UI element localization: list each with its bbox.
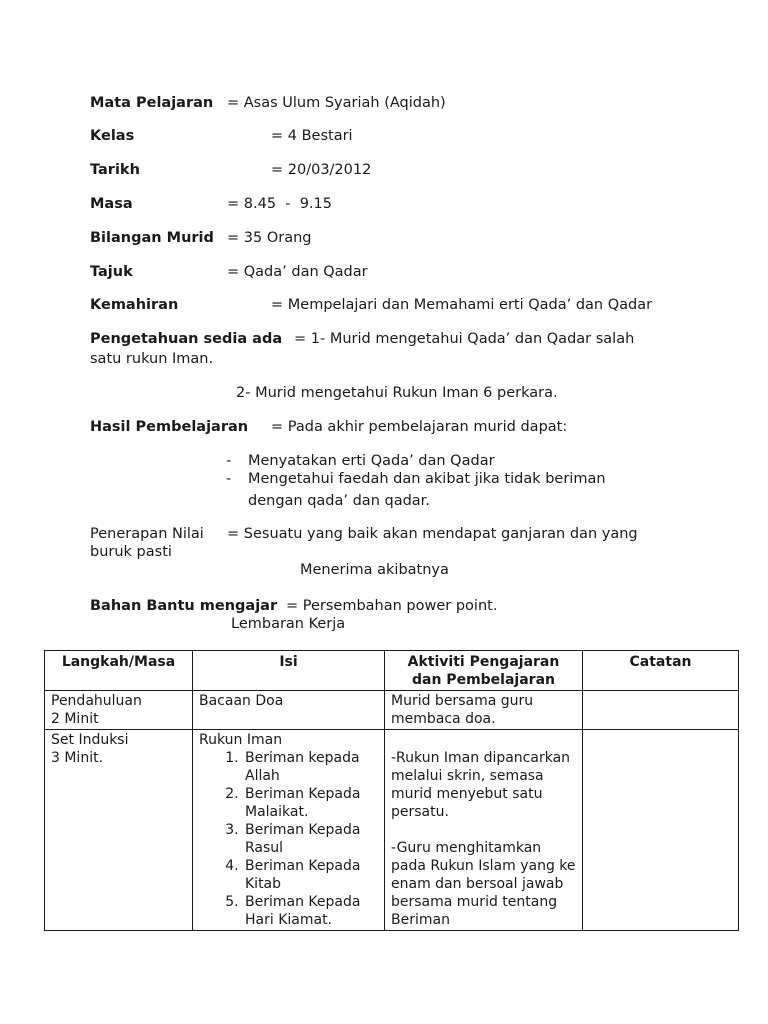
aktiviti-paragraph-1: -Rukun Iman dipancarkan melalui skrin, semasa murid menyebut satu persatu. xyxy=(391,750,571,820)
value-pengetahuan-line1: = 1- Murid mengetahui Qada’ dan Qadar salah xyxy=(294,331,635,347)
label-bilangan-murid: Bilangan Murid xyxy=(90,230,214,246)
table-row xyxy=(45,691,739,730)
aktiviti-paragraph-2: -Guru menghitamkan pada Rukun Islam yang ke enam dan bersoal jawab bersama murid tentang Beriman xyxy=(391,840,576,928)
cell-catatan xyxy=(583,691,739,730)
label-kemahiran: Kemahiran xyxy=(90,297,179,313)
table-header-row xyxy=(45,651,739,691)
bullet-dash-2: - xyxy=(226,471,232,487)
langkah-line2: 3 Minit. xyxy=(51,750,104,766)
value-penerapan-line2: Menerima akibatnya xyxy=(300,562,449,578)
value-pengetahuan-line3: 2- Murid mengetahui Rukun Iman 6 perkara. xyxy=(236,385,558,401)
cell-aktiviti xyxy=(385,730,583,931)
label-kelas: Kelas xyxy=(90,128,135,144)
langkah-line1: Set Induksi xyxy=(51,732,129,748)
value-bilangan-murid: = 35 Orang xyxy=(227,230,312,246)
value-bahan-bantu-line2: Lembaran Kerja xyxy=(231,616,346,632)
langkah-line1: Pendahuluan xyxy=(51,693,142,709)
spacer xyxy=(391,821,576,839)
list-item: 4. Beriman Kepada Kitab xyxy=(243,857,378,893)
cell-langkah xyxy=(45,730,193,931)
value-tajuk: = Qada’ dan Qadar xyxy=(227,264,368,280)
spacer xyxy=(391,731,576,749)
cell-isi xyxy=(193,730,385,931)
label-masa: Masa xyxy=(90,196,133,212)
value-kelas: = 4 Bestari xyxy=(271,128,353,144)
cell-isi: Bacaan Doa xyxy=(193,691,385,730)
cell-langkah xyxy=(45,691,193,730)
isi-title: Rukun Iman xyxy=(199,732,283,748)
label-bahan-bantu: Bahan Bantu mengajar xyxy=(90,598,278,614)
header-langkah-masa: Langkah/Masa xyxy=(45,651,193,691)
hasil-bullet-2-line1: Mengetahui faedah dan akibat jika tidak beriman xyxy=(248,471,606,487)
label-penerapan-line1: Penerapan Nilai xyxy=(90,526,204,542)
value-tarikh: = 20/03/2012 xyxy=(271,162,372,178)
list-item: 2. Beriman Kepada Malaikat. xyxy=(243,785,378,821)
hasil-bullet-2-line2: dengan qada’ dan qadar. xyxy=(248,493,430,509)
hasil-bullet-1: Menyatakan erti Qada’ dan Qadar xyxy=(248,453,495,469)
value-hasil-pembelajaran: = Pada akhir pembelajaran murid dapat: xyxy=(271,419,568,435)
table-row xyxy=(45,730,739,931)
langkah-line2: 2 Minit xyxy=(51,711,99,727)
lesson-table xyxy=(44,650,739,931)
rukun-iman-list xyxy=(199,749,378,929)
header-aktiviti: Aktiviti Pengajaran dan Pembelajaran xyxy=(385,651,583,691)
value-kemahiran: = Mempelajari dan Memahami erti Qada’ dan Qadar xyxy=(271,297,653,313)
list-item: 3. Beriman Kepada Rasul xyxy=(243,821,378,857)
header-catatan: Catatan xyxy=(583,651,739,691)
value-mata-pelajaran: = Asas Ulum Syariah (Aqidah) xyxy=(227,95,446,111)
header-isi: Isi xyxy=(193,651,385,691)
cell-aktiviti: Murid bersama guru membaca doa. xyxy=(385,691,583,730)
bullet-dash-1: - xyxy=(226,453,232,469)
label-pengetahuan: Pengetahuan sedia ada xyxy=(90,331,283,347)
label-tarikh: Tarikh xyxy=(90,162,140,178)
list-item: 1. Beriman kepada Allah xyxy=(243,749,378,785)
label-mata-pelajaran: Mata Pelajaran xyxy=(90,95,214,111)
value-pengetahuan-line2: satu rukun Iman. xyxy=(90,351,214,367)
label-penerapan-line2: buruk pasti xyxy=(90,544,172,560)
cell-catatan xyxy=(583,730,739,931)
list-item: 5. Beriman Kepada Hari Kiamat. xyxy=(243,893,378,929)
value-penerapan-line1: = Sesuatu yang baik akan mendapat ganjaran dan yang xyxy=(227,526,638,542)
value-masa: = 8.45 - 9.15 xyxy=(227,196,332,212)
label-tajuk: Tajuk xyxy=(90,264,133,280)
label-hasil-pembelajaran: Hasil Pembelajaran xyxy=(90,419,249,435)
value-bahan-bantu-line1: = Persembahan power point. xyxy=(286,598,498,614)
